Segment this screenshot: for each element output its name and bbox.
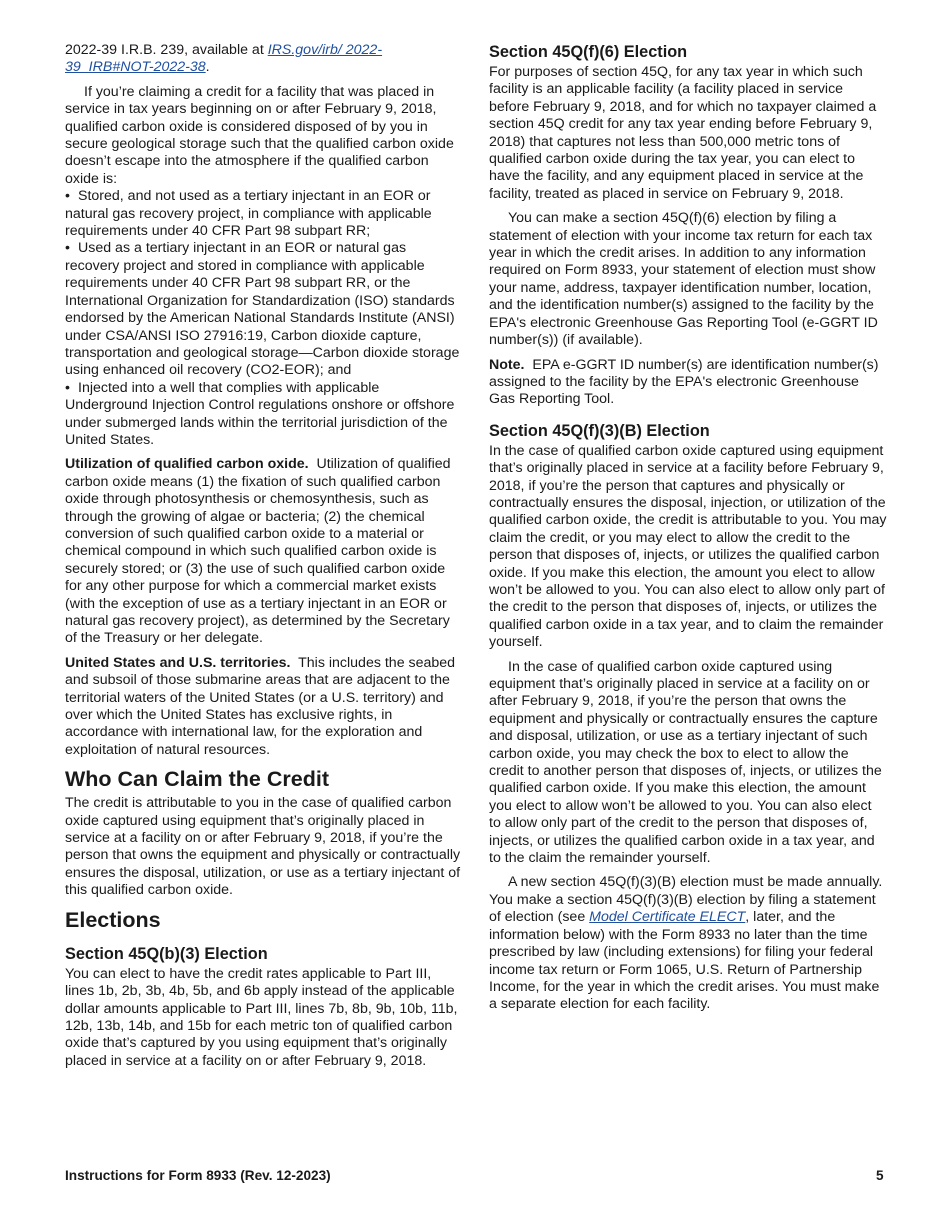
footer-form-title: Instructions for Form 8933 (Rev. 12-2023) — [65, 1168, 331, 1183]
continuation-end: . — [205, 59, 210, 76]
bullet-text: Used as a tertiary injectant in an EOR or natural gas recovery project and stored in compliance with applicable requirements under 40 CFR Part 98 subpart RR, or the International Organization for Standardization (ISO) standards endorsed by the American National Standards Institute (ANSI) under CSA/ANSI ISO 27916:19, Carbon dioxide capture, transportation and geological storage—Carbon dioxide storage using enhanced oil recovery (CO2-EOR); and — [65, 240, 460, 379]
note-body: EPA e-GGRT ID number(s) are identification number(s) assigned to the facility by the EPA's electronic Greenhouse Gas Reporting Tool. — [489, 356, 879, 408]
who-can-claim-paragraph: The credit is attributable to you in the case of qualified carbon oxide captured using equipment that’s originally placed in service at a facility on or after February 9, 2018, if you’re the person that owns the equipment and physically or contractually ensures the disposal, utilization, or use as a tertiary injectant of this qualified carbon oxide. — [65, 795, 461, 899]
model-certificate-elect-link[interactable]: Model Certificate ELECT — [589, 909, 746, 926]
election-text-start: A new section 45Q(f)(3)(B) election must be made annually. You make a section 45Q(f)(3)(B) election by filing a statement of election (see — [489, 874, 883, 926]
utilization-heading: Utilization of qualified carbon oxide. — [65, 456, 309, 473]
note-paragraph — [489, 357, 887, 409]
section-45q-f3b-heading: Section 45Q(f)(3)(B) Election — [489, 421, 710, 440]
irs-irb-link[interactable]: IRS.gov/irb/ 2022-39_IRB#NOT-2022-38 — [65, 42, 383, 76]
section-45q-f6-paragraph: For purposes of section 45Q, for any tax year in which such facility is an applicable facility (a facility placed in service before February 9, 2018, and for which no taxpayer claimed a section 45Q credit for any tax year ending before February 9, 2018) that captures not less than 500,000 metric tons of qualified carbon oxide during the tax year, you can elect to have the facility, and any equipment placed in service at the facility, treated as placed in service on February 9, 2018. — [489, 64, 877, 202]
elections-heading: Elections — [65, 907, 161, 932]
utilization-body: Utilization of qualified carbon oxide means (1) the fixation of such qualified carbon oxide through photosynthesis or chemosynthesis, such as through the growing of algae or bacteria; (2) the chemical conversion of such qualified carbon oxide to a material or chemical compound in which such qualified carbon oxide is securely stored; or (3) the use of such qualified carbon oxide for any other purpose for which a commercial market exists (with the exception of use as a tertiary injectant in an EOR or natural gas recovery project), as determined by the Secretary of the Treasury or her delegate. — [65, 456, 451, 647]
left-column — [65, 42, 463, 1077]
continuation-paragraph — [65, 42, 463, 77]
section-45q-f6-heading: Section 45Q(f)(6) Election — [489, 43, 688, 61]
who-can-claim-heading: Who Can Claim the Credit — [65, 767, 329, 792]
bullet-text: Injected into a well that complies with applicable Underground Injection Control regulations onshore or offshore under submerged lands within the territorial jurisdiction of the United States. — [65, 379, 455, 448]
section-45q-f3b-paragraph-1: In the case of qualified carbon oxide captured using equipment that’s originally placed in service at a facility before February 9, 2018, if you’re the person that captures and physically or contractually ensures the disposal, injection, or utilization of the qualified carbon oxide, the credit is attributable to you. You may claim the credit, or you may elect to allow the credit to the person that disposes of, injects, or utilizes the qualified carbon oxide. If you make this election, the amount you elect to allow won’t be allowed to you. You can also elect to allow only part of the credit to the person that disposes of, injects, or utilizes the qualified carbon oxide in a tax year, and to claim the remainder yourself. — [489, 442, 887, 651]
continuation-text: 2022-39 I.R.B. 239, available at — [65, 42, 268, 58]
section-45q-b3-heading: Section 45Q(b)(3) Election — [65, 944, 268, 963]
bullet-item — [65, 240, 463, 379]
right-column — [489, 42, 887, 1021]
bullet-item — [65, 188, 463, 240]
bullet-icon: • — [65, 240, 70, 257]
bullet-text: Stored, and not used as a tertiary injectant in an EOR or natural gas recovery project, in compliance with applicable requirements under 40 CFR Part 98 subpart RR; — [65, 188, 432, 240]
page-number: 5 — [876, 1168, 884, 1183]
us-territories-heading: United States and U.S. territories. — [65, 654, 291, 671]
geological-storage-paragraph: If you’re claiming a credit for a facility that was placed in service in tax years beginning on or after February 9, 2018, qualified carbon oxide is considered disposed of by you in secure geological storage such that the qualified carbon oxide doesn’t escape into the atmosphere if the qualified carbon oxide is: — [65, 83, 454, 187]
utilization-paragraph — [65, 456, 463, 647]
section-45q-f3b-paragraph-2: In the case of qualified carbon oxide captured using equipment that’s originally placed in service at a facility on or after February 9, 2018, if you’re the person that owns the equipment and physically or contractually ensures the capture and disposal, utilization, or use as a tertiary injectant of such carbon oxide, you may check the box to elect to allow the credit to another person that disposes of, injects, or utilizes the qualified carbon oxide. If you make this election, the amount you elect to allow won’t be allowed to you. You can also elect to allow only part of the credit to the person that disposes of, injects, or utilizes the qualified carbon oxide in a tax year, and to the claim the remainder yourself. — [489, 658, 882, 867]
bullet-icon: • — [65, 188, 70, 205]
section-45q-f3b-paragraph-3 — [489, 874, 887, 1013]
us-territories-body: This includes the seabed and subsoil of those submarine areas that are adjacent to the territorial waters of the United States (or a U.S. territory) and over which the United States has exclusive rights, in accordance with international law, for the exploration and exploitation of natural resources. — [65, 654, 456, 758]
section-45q-f6-filing-paragraph: You can make a section 45Q(f)(6) election by filing a statement of election with your income tax return for each tax year in which the credit arises. In addition to any information required on Form 8933, your statement of election must show your name, address, taxpayer identification number, location, and the identification number(s) assigned to the facility by the EPA's electronic Greenhouse Gas Reporting Tool (e-GGRT ID number(s)) (if available). — [489, 210, 878, 349]
bullet-icon: • — [65, 379, 70, 396]
section-45q-b3-paragraph: You can elect to have the credit rates applicable to Part III, lines 1b, 2b, 3b, 4b, 5b, and 6b apply instead of the applicable dollar amounts applicable to Part III, lines 7b, 8b, 9b, 10b, 11b, 12b, 13b, 14b, and 15b for each metric ton of qualified carbon oxide that’s captured by you using equipment that’s originally placed in service at a facility on or after February 9, 2018. — [65, 965, 458, 1069]
bullet-item — [65, 380, 463, 450]
election-text-end: , later, and the information below) with the Form 8933 no later than the time prescribed by law (including extensions) for filing your federal income tax return or Form 1065, U.S. Return of Partnership Income, for the year in which the credit arises. You must make a separate election for each facility. — [489, 909, 880, 1013]
us-territories-paragraph — [65, 655, 463, 759]
note-label: Note. — [489, 356, 525, 373]
